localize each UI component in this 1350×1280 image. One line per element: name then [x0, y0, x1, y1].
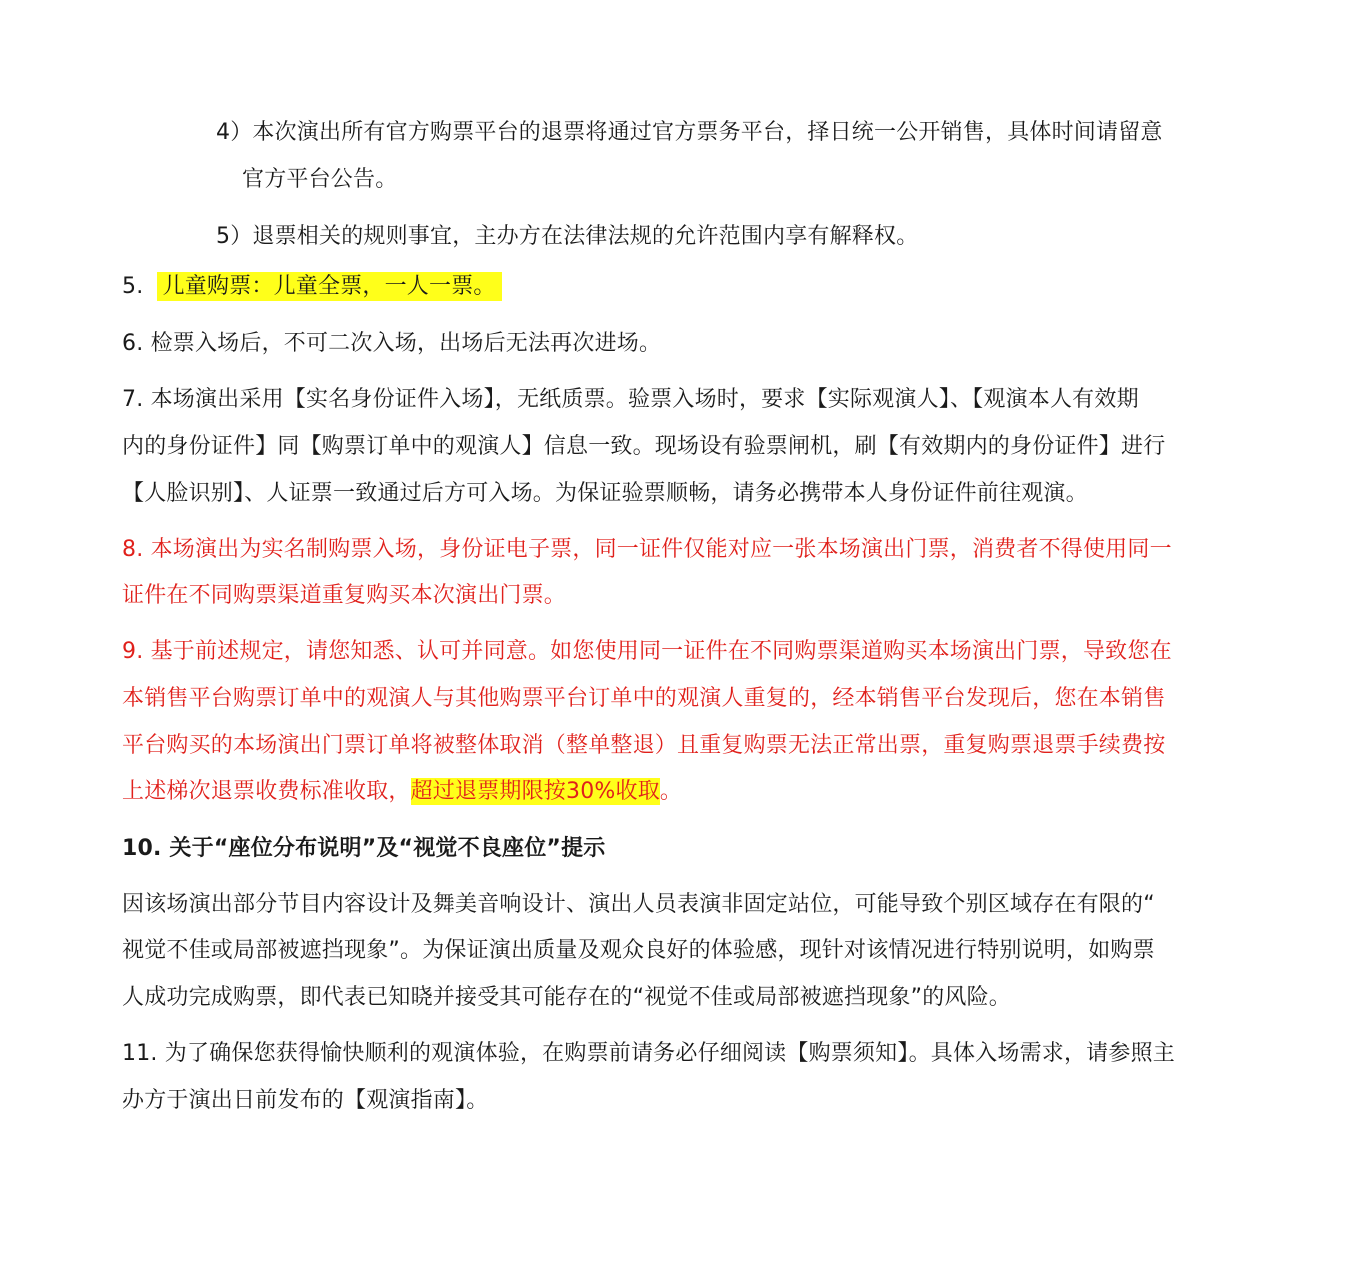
rule-9-highlight: 超过退票期限按30%收取	[410, 779, 660, 804]
rule-5-highlight: 儿童购票：儿童全票，一人一票。	[157, 272, 502, 301]
rule-11-line-1: 11. 为了确保您获得愉快顺利的观演体验，在购票前请务必仔细阅读【购票须知】。具体入场需求，请参照主	[122, 1041, 1175, 1066]
rule-6: 6. 检票入场后，不可二次入场，出场后无法再次进场。	[122, 331, 662, 356]
rule-5	[122, 272, 502, 302]
rule-9-line-4-end: 。	[659, 779, 683, 804]
rule-11-line-2: 办方于演出日前发布的【观演指南】。	[122, 1088, 489, 1113]
rule-10-line-1: 因该场演出部分节目内容设计及舞美音响设计、演出人员表演非固定站位，可能导致个别区域存在有限的“	[122, 892, 1155, 917]
rule-9-line-4	[122, 777, 682, 807]
rule-9-line-4-start: 上述梯次退票收费标准收取，	[122, 779, 411, 804]
rule-7-line-2: 内的身份证件】同【购票订单中的观演人】信息一致。现场设有验票闸机，刷【有效期内的身份证件】进行	[122, 434, 1166, 459]
rule-10-title: 10. 关于“座位分布说明”及“视觉不良座位”提示	[122, 836, 606, 861]
rule-7-line-1: 7. 本场演出采用【实名身份证件入场】，无纸质票。验票入场时，要求【实际观演人】、【观演本人有效期	[122, 387, 1139, 412]
rule-9-line-2: 本销售平台购票订单中的观演人与其他购票平台订单中的观演人重复的，经本销售平台发现后，您在本销售	[122, 686, 1166, 711]
refund-item-4-line-1: 4）本次演出所有官方购票平台的退票将通过官方票务平台，择日统一公开销售，具体时间请留意	[216, 120, 1163, 145]
rule-10-line-3: 人成功完成购票，即代表已知晓并接受其可能存在的“视觉不佳或局部被遮挡现象”的风险。	[122, 985, 1011, 1010]
rule-9-line-1: 9. 基于前述规定，请您知悉、认可并同意。如您使用同一证件在不同购票渠道购买本场演出门票，导致您在	[122, 639, 1172, 664]
rule-10-line-2: 视觉不佳或局部被遮挡现象”。为保证演出质量及观众良好的体验感，现针对该情况进行特别说明，如购票	[122, 938, 1155, 963]
rule-9-line-3: 平台购买的本场演出门票订单将被整体取消（整单整退）且重复购票无法正常出票，重复购票退票手续费按	[122, 733, 1166, 758]
rule-8-line-2: 证件在不同购票渠道重复购买本次演出门票。	[122, 583, 567, 608]
rule-5-number: 5.	[122, 274, 144, 299]
refund-item-4-line-2: 官方平台公告。	[242, 167, 398, 192]
rule-8-line-1: 8. 本场演出为实名制购票入场，身份证电子票，同一证件仅能对应一张本场演出门票，消费者不得使用同一	[122, 537, 1172, 562]
refund-item-5: 5）退票相关的规则事宜，主办方在法律法规的允许范围内享有解释权。	[216, 224, 919, 249]
rule-7-line-3: 【人脸识别】、人证票一致通过后方可入场。为保证验票顺畅，请务必携带本人身份证件前往观演。	[122, 481, 1088, 506]
